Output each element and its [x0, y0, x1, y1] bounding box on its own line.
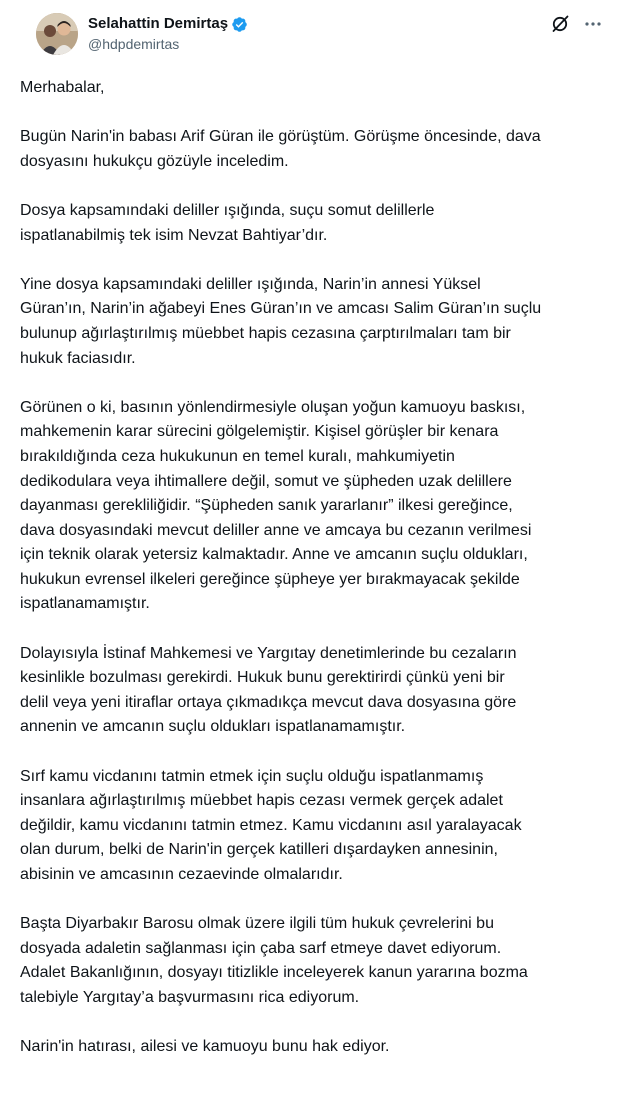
post-paragraph: Merhabalar,: [20, 79, 105, 96]
post-paragraph: Başta Diyarbakır Barosu olmak üzere ilgili tüm hukuk çevrelerini bu dosyada adaletin sağlanması için çaba sarf etmeye davet ediyorum. Adalet Bakanlığının, dosyayı titizlikle inceleyerek kanun yararına bozma talebiyle Yargıtay’a başvurmasını rica ediyorum.: [20, 915, 528, 1006]
author-display-name[interactable]: Selahattin Demirtaş: [88, 15, 229, 32]
post-paragraph: Dosya kapsamındaki deliller ışığında, suçu somut delillerle ispatlanabilmiş tek isim Nevzat Bahtiyar’dır.: [20, 201, 435, 244]
author-names: [88, 14, 248, 54]
verified-badge-icon: [231, 16, 248, 33]
avatar-image: [36, 13, 78, 55]
post-paragraph: Bugün Narin'in babası Arif Güran ile görüştüm. Görüşme öncesinde, dava dosyasını hukukçu gözüyle inceledim.: [20, 128, 541, 170]
post-header: [20, 0, 620, 62]
post-paragraph: Narin'in hatırası, ailesi ve kamuoyu bunu hak ediyor.: [20, 1038, 390, 1056]
grok-icon[interactable]: [550, 14, 570, 34]
avatar[interactable]: [36, 13, 78, 55]
post-paragraph: Görünen o ki, basının yönlendirmesiyle oluşan yoğun kamuoyu baskısı, mahkemenin karar sürecini gölgelemiştir. Kişisel görüşler bir kenara bırakıldığında ceza hukukunun en temel kuralı, mahkumiyetin dedikodulara veya ihtimallere değil, somut ve şüpheden uzak delillere dayanması gerekliliğidir. “Şüpheden sanık yararlanır” ilkesi gereğince, dava dosyasındaki mevcut deliller anne ve amcaya bu cezanın verilmesi için teknik olarak yetersiz kalmaktadır. Anne ve amcanın suçlu oldukları, hukukun evrensel ilkeleri gereğince şüpheye yer bırakmayacak şekilde ispatlanamamıştır.: [20, 398, 532, 613]
display-name-row: [88, 14, 248, 34]
author-handle[interactable]: @hdpdemirtas: [88, 36, 180, 52]
more-options-icon[interactable]: [584, 15, 602, 33]
post-paragraph: Sırf kamu vicdanını tatmin etmek için suçlu olduğu ispatlanmamış insanlara ağırlaştırılmış müebbet hapis cezası vermek gerçek adalet değildir, kamu vicdanını tatmin etmez. Kamu vicdanını asıl yaralayacak olan durum, belki de Narin'in gerçek katilleri dışardayken annesinin, abisinin ve amcasının cezaevinde olmalarıdır.: [20, 767, 522, 883]
post-top-actions: [550, 14, 602, 34]
post-paragraph: Yine dosya kapsamındaki deliller ışığında, Narin’in annesi Yüksel Güran’ın, Narin’in ağabeyi Enes Güran’ın ve amcası Salim Güran’ın suçlu bulunup ağırlaştırılmış müebbet hapis cezasına çarptırılmaları tam bir hukuk faciasıdır.: [20, 275, 542, 367]
post-text: [20, 76, 620, 1084]
post-paragraph: Dolayısıyla İstinaf Mahkemesi ve Yargıtay denetimlerinde bu cezaların kesinlikle bozulması gerekirdi. Hukuk bunu gerektirirdi çünkü yeni bir delil veya yeni itiraflar ortaya çıkmadıkça mevcut dava dosyasına göre annenin ve amcanın suçlu oldukları ispatlanamamıştır.: [20, 644, 517, 736]
